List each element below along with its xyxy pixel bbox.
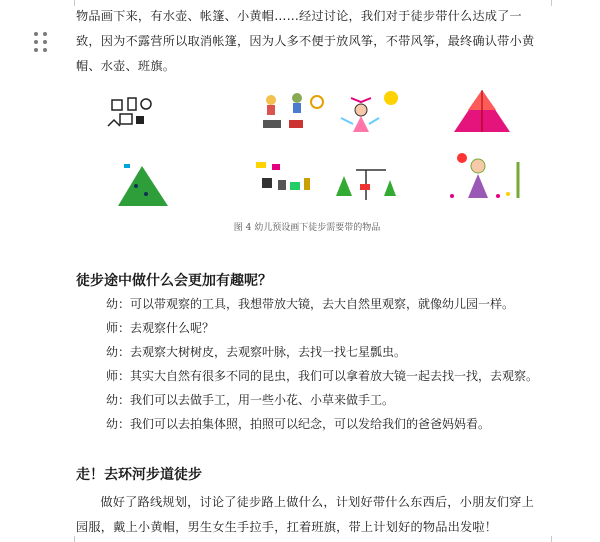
drawing-pink-mountain bbox=[454, 90, 510, 132]
dialog-line: 幼：我们可以去做手工，用一些小花、小草来做手工。 bbox=[106, 393, 395, 407]
dialog-line: 幼：可以带观察的工具，我想带放大镜，去大自然里观察，就像幼儿园一样。 bbox=[106, 297, 515, 311]
dialog-line: 师：其实大自然有很多不同的昆虫，我们可以拿着放大镜一起去找一找，去观察。 bbox=[106, 369, 539, 383]
drawing-items-sketch bbox=[108, 98, 151, 126]
drawing-girl-sun bbox=[341, 91, 398, 132]
section-heading-hike: 走！去环河步道徒步 bbox=[76, 467, 202, 483]
dialog-line: 幼：我们可以去拍集体照，拍照可以纪念，可以发给我们的爸爸妈妈看。 bbox=[106, 417, 491, 431]
dialog-line: 师：去观察什么呢？ bbox=[106, 321, 215, 335]
section-heading-activities: 徒步途中做什么会更加有趣呢？ bbox=[76, 273, 272, 289]
figure-caption: 图 4 幼儿预设画下徒步需要带的物品 bbox=[233, 223, 381, 233]
drawing-items-row bbox=[256, 162, 310, 190]
drag-handle-icon[interactable] bbox=[32, 30, 50, 54]
hike-paragraph[interactable]: 做好了路线规划，讨论了徒步路上做什么，计划好带什么东西后，小朋友们穿上园服，戴上小黄帽，男生女生手拉手，扛着班旗，带上计划好的物品出发啦！ bbox=[76, 495, 534, 534]
dialog-block bbox=[106, 292, 546, 436]
drawing-green-mountain bbox=[118, 164, 168, 206]
page-corner-mark bbox=[551, 0, 562, 6]
drawing-girl-flowers bbox=[450, 153, 518, 198]
drawing-kids-items bbox=[263, 93, 323, 128]
page-corner-mark bbox=[551, 536, 562, 542]
dialog-line: 幼：去观察大树树皮，去观察叶脉，去找一找七星瓢虫。 bbox=[106, 345, 407, 359]
page-corner-mark bbox=[64, 0, 75, 6]
page-corner-mark bbox=[64, 536, 75, 542]
drawing-trees bbox=[336, 170, 396, 200]
children-drawings-figure bbox=[76, 84, 538, 216]
intro-paragraph[interactable]: 物品画下来，有水壶、帐篷、小黄帽……经过讨论，我们对于徒步带什么达成了一致，因为不露营所以取消帐篷，因为人多不便于放风筝，不带风筝，最终确认带小黄帽、水壶、班旗。 bbox=[76, 9, 535, 73]
